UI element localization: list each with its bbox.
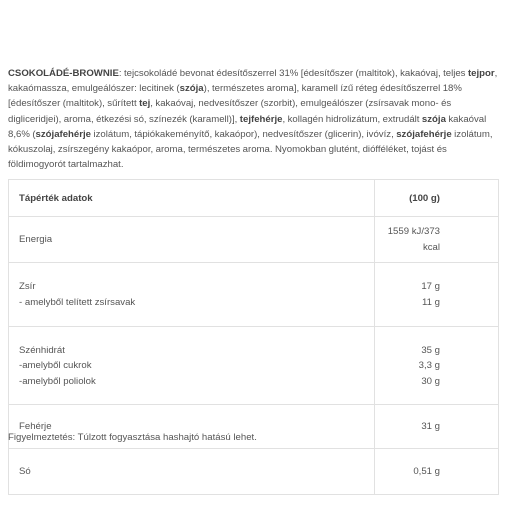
allergen-highlight: tejpor xyxy=(467,68,495,79)
nutrient-value: 35 g xyxy=(421,344,440,356)
ingredients-segment: ), természetes aroma], karamell ízű réteg édesítőszerrel 18% [édesítőszer (maltitok), sűrített xyxy=(8,83,462,110)
nutrition-row xyxy=(9,263,499,327)
nutrient-value: 3,3 g xyxy=(418,360,440,372)
nutrition-value-cell xyxy=(375,327,499,405)
nutrition-value-cell xyxy=(375,449,499,495)
ingredients-segment: , kakaóvaj, nedvesítőszer (szorbit), emulgeálószer (zsírsavak mono- és digliceridjei), aroma, étkezési só, színezék (karamell)], xyxy=(8,98,452,125)
nutrition-table xyxy=(8,179,499,495)
nutrition-value-cell xyxy=(375,217,499,263)
nutrition-value-cell xyxy=(375,405,499,449)
nutrient-name: Só xyxy=(19,466,31,478)
nutrition-value-cell xyxy=(375,263,499,327)
nutrient-value: 17 g xyxy=(421,281,440,293)
nutrient-name: Energia xyxy=(19,234,53,246)
nutrition-label-cell xyxy=(9,217,375,263)
nutrient-name: -amelyből poliolok xyxy=(19,375,96,387)
allergen-highlight: szója xyxy=(179,83,204,95)
nutrient-name: Szénhidrát xyxy=(19,344,65,356)
nutrient-value: 11 g xyxy=(422,296,440,308)
nutrition-header-value: (100 g) xyxy=(375,180,499,217)
allergen-highlight: szójafehérje xyxy=(396,128,452,140)
ingredients-segment: izolátum, kókuszolaj, zsírszegény kakaópor, aroma, természetes aroma. Nyomokban glutént, diófféléket, tojást és földimogyorót tartalmazhat. xyxy=(8,128,493,171)
nutrient-value: 31 g xyxy=(421,421,440,433)
nutrition-header-row xyxy=(9,180,499,217)
product-info xyxy=(8,66,502,495)
nutrition-label-cell xyxy=(9,449,375,495)
allergen-highlight: tej xyxy=(139,98,151,110)
ingredients-segment: , kollagén hidrolizátum, extrudált xyxy=(282,113,422,125)
nutrient-name: -amelyből cukrok xyxy=(19,360,92,372)
nutrition-header-label: Tápérték adatok xyxy=(9,180,375,217)
ingredients-text xyxy=(8,68,497,170)
nutrient-name: Zsír xyxy=(19,281,36,293)
nutrient-name: Fehérje xyxy=(19,421,52,433)
ingredients-segment: , kakaómassza, emulgeálószer: lecitinek ( xyxy=(8,68,498,95)
nutrition-row xyxy=(9,217,499,263)
nutrient-value: 0,51 g xyxy=(413,466,440,478)
allergen-highlight: tejfehérje xyxy=(239,113,283,125)
nutrition-label-cell xyxy=(9,327,375,405)
nutrient-name: - amelyből telített zsírsavak xyxy=(19,296,136,308)
allergen-highlight: szójafehérje xyxy=(35,128,91,140)
warning-text: Figyelmeztetés: Túlzott fogyasztása hashajtó hatású lehet. xyxy=(8,432,257,443)
allergen-highlight: szója xyxy=(421,113,446,125)
ingredients-title: CSOKOLÁDÉ-BROWNIE xyxy=(8,68,119,79)
nutrition-row xyxy=(9,327,499,405)
ingredients-segment: : tejcsokoládé bevonat édesítőszerrel 31% [édesítőszer (maltitok), kakaóvaj, teljes xyxy=(118,68,468,79)
nutrient-value: 1559 kJ/373 kcal xyxy=(387,226,440,253)
ingredients-paragraph xyxy=(8,66,502,172)
ingredients-segment: kakaóval 8,6% ( xyxy=(8,113,487,140)
nutrition-label-cell xyxy=(9,263,375,327)
nutrition-row xyxy=(9,449,499,495)
nutrient-value: 30 g xyxy=(421,375,440,387)
ingredients-segment: izolátum, tápiókakeményítő, kakaópor), nedvesítőszer (glicerin), ivóvíz, xyxy=(91,128,397,140)
